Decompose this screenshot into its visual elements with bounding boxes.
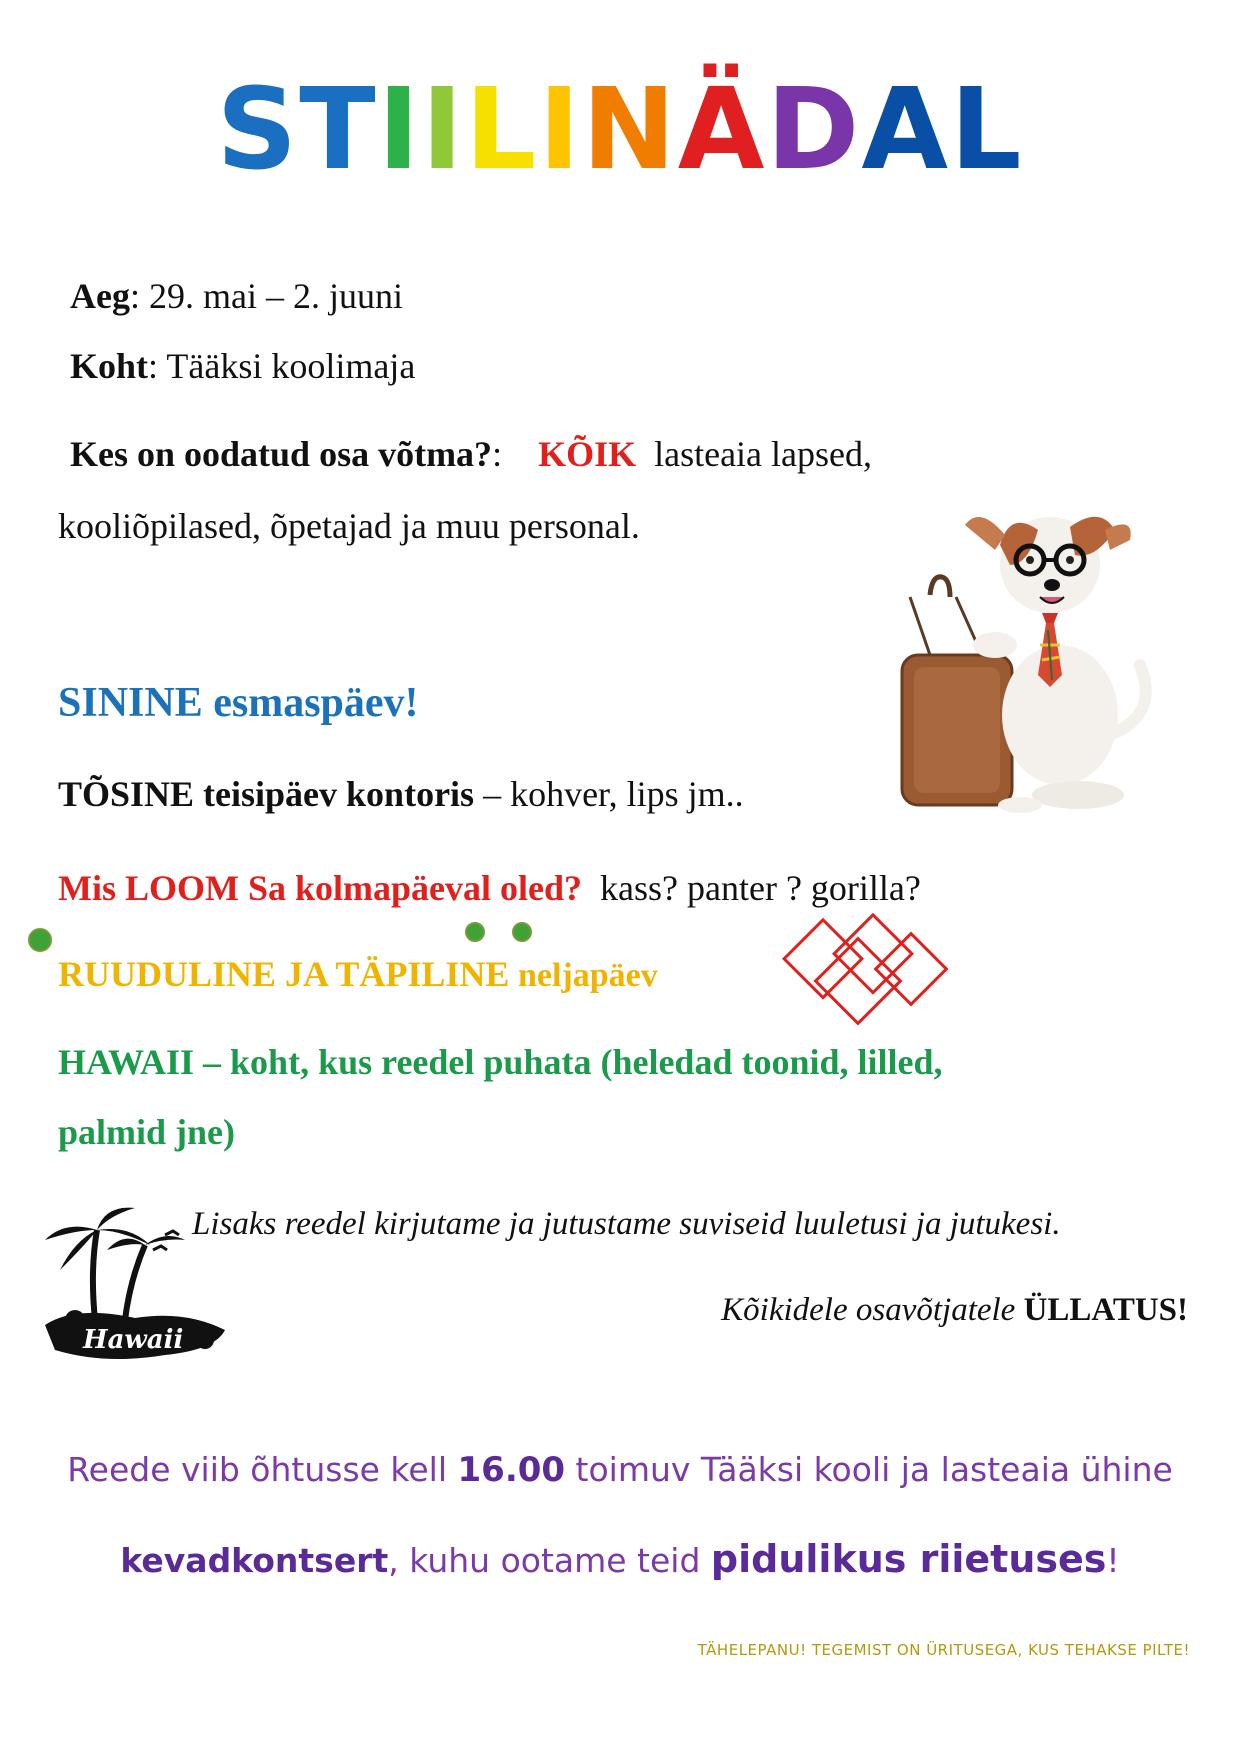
poem-line: Lisaks reedel kirjutame ja jutustame suviseid luuletusi ja jutukesi.	[192, 1206, 1061, 1242]
who-line	[70, 432, 872, 476]
title-letter: L	[950, 65, 1024, 195]
surprise-line	[721, 1288, 1188, 1332]
concert-part1: Reede viib õhtusse kell	[67, 1450, 458, 1489]
tuesday-bold: TÕSINE teisipäev kontoris	[58, 774, 475, 814]
wednesday-bold: Mis LOOM Sa kolmapäeval oled?	[58, 868, 583, 908]
concert-line-1	[0, 1448, 1240, 1492]
concert-line-2	[0, 1535, 1240, 1585]
who-colon: :	[492, 434, 503, 474]
tuesday-rest: – kohver, lips jm..	[474, 774, 744, 814]
place-value: : Tääksi koolimaja	[148, 346, 416, 386]
concert-time: 16.00	[457, 1450, 566, 1490]
thursday-rest: neljapäev	[509, 957, 658, 994]
thursday-line	[58, 952, 658, 998]
who-line-2	[58, 504, 640, 548]
place-line	[70, 344, 415, 388]
concert-part3: , kuhu ootame teid	[388, 1541, 711, 1580]
page-title	[0, 65, 1240, 195]
photo-notice: TÄHELEPANU! TEGEMIST ON ÜRITUSEGA, KUS TEHAKSE PILTE!	[697, 1641, 1190, 1659]
friday-line-2: palmid jne)	[58, 1112, 236, 1152]
title-letter: I	[421, 65, 465, 195]
friday-line-1: HAWAII – koht, kus reedel puhata (heledad toonid, lilled,	[58, 1042, 943, 1082]
concert-dress: pidulikus riietuses	[710, 1537, 1107, 1581]
title-letter: I	[377, 65, 422, 195]
who-all: KÕIK	[538, 434, 637, 474]
thursday-caps: RUUDULINE JA TÄPILINE	[58, 954, 510, 994]
title-letter: I	[538, 65, 582, 195]
concert-end: !	[1106, 1541, 1120, 1580]
title-letter: L	[464, 65, 539, 195]
diamond-pattern	[776, 906, 956, 1026]
time-label: Aeg	[70, 276, 130, 316]
who-label: Kes on oodatud osa võtma?	[70, 434, 493, 474]
title-letter: T	[299, 65, 378, 195]
polka-dot	[465, 922, 485, 942]
wednesday-line	[58, 866, 921, 910]
place-label: Koht	[70, 346, 149, 386]
concert-part2: toimuv Tääksi kooli ja lasteaia ühine	[565, 1450, 1173, 1489]
time-value: : 29. mai – 2. juuni	[129, 276, 403, 316]
concert-event: kevadkontsert	[120, 1541, 389, 1580]
tuesday-line	[58, 772, 744, 816]
dog-with-suitcase-image	[870, 505, 1170, 815]
title-letter: Ä	[677, 65, 767, 195]
surprise-lead: Kõikidele osavõtjatele	[721, 1292, 1024, 1328]
title-letter: N	[582, 65, 678, 195]
title-letter: S	[216, 65, 300, 195]
polka-dot	[28, 928, 52, 952]
title-letter: D	[766, 65, 862, 195]
title-letter: A	[861, 65, 951, 195]
monday-line: SININE esmaspäev!	[58, 680, 419, 726]
surprise-word: ÜLLATUS!	[1023, 1292, 1188, 1328]
wednesday-rest: kass? panter ? gorilla?	[600, 868, 921, 908]
hawaii-logo-text: Hawaii	[83, 1325, 184, 1355]
who-rest: lasteaia lapsed,	[654, 434, 872, 474]
time-line	[70, 274, 403, 318]
who-rest-2: kooliõpilased, õpetajad ja muu personal.	[58, 506, 640, 546]
polka-dot	[512, 922, 532, 942]
